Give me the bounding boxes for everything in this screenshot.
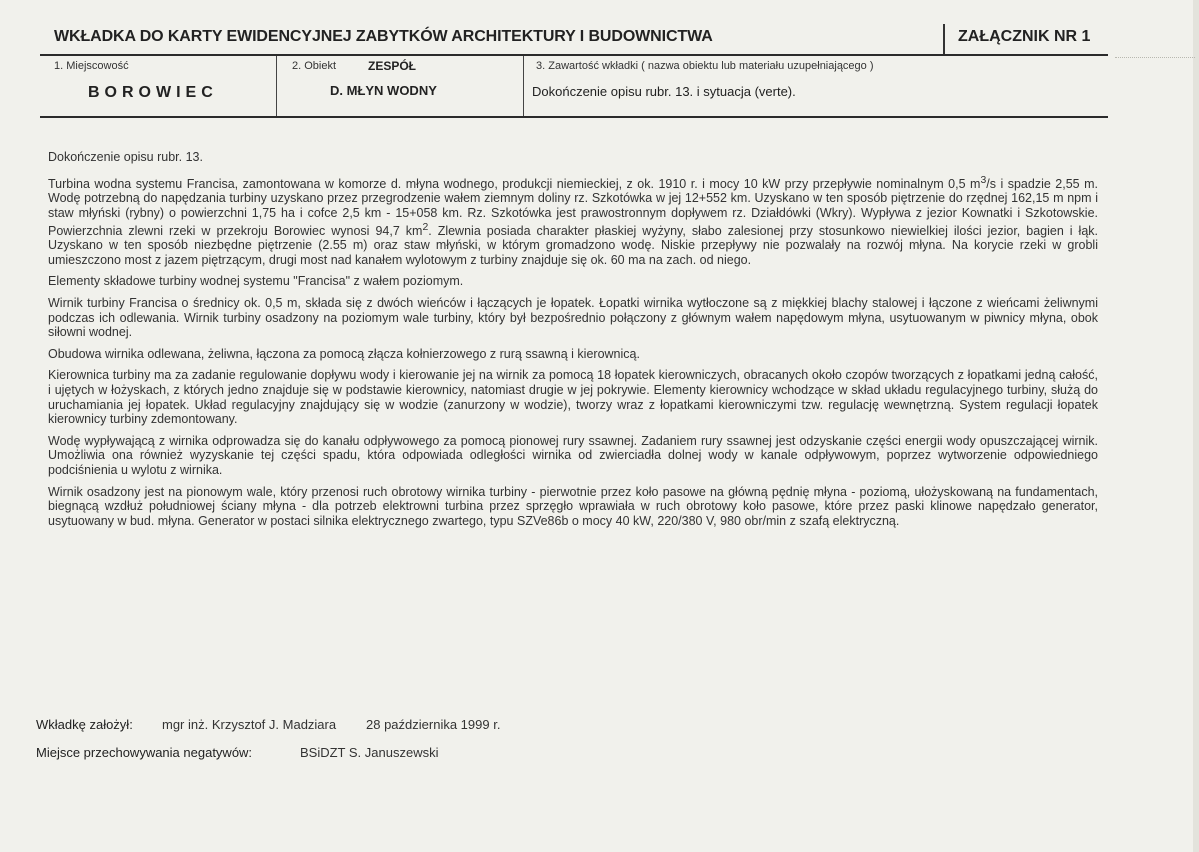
contents-value: Dokończenie opisu rubr. 13. i sytuacja (verte). — [532, 84, 796, 99]
author-row — [36, 717, 736, 745]
storage-label: Miejsce przechowywania negatywów: — [36, 745, 253, 760]
author-value: mgr inż. Krzysztof J. Madziara — [162, 717, 337, 732]
dotted-line — [1115, 57, 1195, 58]
header-rule-bottom — [40, 116, 1108, 118]
column-separator-2 — [523, 56, 524, 116]
paragraph-turbine-part-b: /s i spadzie 2,55 m. Wodę potrzebną do napędzania turbiny uzyskano przez przegrodzenie wałem ziemnym doliny rz. Szkotówka w jej 12+552 km. Uzyskano w ten sposób piętrzenie do rzędnej 162,15 m npm i staw młyński (rybny) o powierzchni 1,75 ha i cofce 2,5 km - 15+058 km. Rz. Szkotówka jest prawostronnym dopływem rz. Działdówki (Wkry). Wypływa z jezior Kownatki i Szkotowskie. Powierzchnia zlewni rzeki w przekroju Borowiec wynosi 94,7 km — [48, 176, 1098, 238]
section-heading: Dokończenie opisu rubr. 13. — [48, 150, 203, 164]
column-separator-1 — [276, 56, 277, 116]
paragraph-turbine-part-c: . Zlewnia posiada charakter płaskiej wyżyny, słabo zalesionej przy stosunkowo niewielkiej ilości jezior, bagien i łąk. Uzyskano w ten sposób niezbędne piętrzenie (2.55 m) oraz staw młyński, w którym gromadzono wodę. Niskie przepływy nie pozwalały na rozwój młyna. Na korycie rzeki w grobli umieszczono most z jazem piętrzącym, drugi most nad kanałem wylotowym z turbiny znajduje się ok. 60 ma na zach. od niego. — [48, 223, 1099, 267]
object-value-line2: D. MŁYN WODNY — [330, 83, 437, 98]
storage-row — [36, 745, 736, 773]
superscript-cubic: 3 — [980, 174, 987, 186]
card-title: WKŁADKA DO KARTY EWIDENCYJNEJ ZABYTKÓW ARCHITEKTURY I BUDOWNICTWA — [54, 28, 713, 45]
place-value: BOROWIEC — [88, 84, 218, 101]
title-row — [40, 22, 1108, 54]
card-footer — [36, 717, 736, 773]
object-label: 2. Obiekt — [292, 60, 337, 72]
paragraph-turbine — [48, 174, 1098, 268]
header-rule-top — [40, 54, 1108, 56]
paragraph-turbine-part-a: Turbina wodna systemu Francisa, zamontowana w komorze d. młyna wodnego, produkcji niemieckiej, z ok. 1910 r. i mocy 10 kW przy przepływie nominalnym 0,5 m — [48, 176, 981, 191]
paragraph-guide-vanes: Kierownica turbiny ma za zadanie regulowanie dopływu wody i kierowanie jej na wirnik za pomocą 18 łopatek kierowniczych, obracanych około czopów tworzących z łopatkami jedną całość, i ujętych w łożyskach, z których jedno znajduje się w podstawie kierownicy, natomiast drugie w jej pokrywie. Elementy kierownicy wchodzące w skład układu regulacyjnego turbiny, służą do uruchamiania jej łopatek. Układ regulacyjny znajdujący się w wodzie (zanurzony w wodzie), tworzy wraz z łopatkami kierowniczymi tzw. regulację wewnętrzną. System regulacji łopatek kierownicy turbiny zdemontowany. — [48, 368, 1098, 427]
paragraph-components: Elementy składowe turbiny wodnej systemu "Francisa" z wałem poziomym. — [48, 274, 464, 289]
paragraph-runner: Wirnik turbiny Francisa o średnicy ok. 0,5 m, składa się z dwóch wieńców i łączących je łopatek. Łopatki wirnika wytłoczone są z miękkiej blachy stalowej i łączone z wieńcami żeliwnymi podczas ich odlewania. Wirnik turbiny osadzony na poziomym wale turbiny, który był bezpośrednio połączony z głównym wałem napędowym młyna, usytuowanym w piwnicy młyna, obok siłowni wodnej. — [48, 296, 1098, 340]
contents-label: 3. Zawartość wkładki ( nazwa obiektu lub materiału uzupełniającego ) — [536, 60, 874, 72]
object-value-line1: ZESPÓŁ — [368, 59, 417, 73]
description-body — [48, 150, 1098, 535]
place-label: 1. Miejscowość — [54, 60, 129, 72]
paragraph-shaft-generator: Wirnik osadzony jest na pionowym wale, który przenosi ruch obrotowy wirnika turbiny - pierwotnie przez koło pasowe na główną pędnię młyna - poziomą, ułożyskowaną na fundamentach, biegnącą wzdłuż południowej ściany młyna - dla potrzeb elektrowni turbina przez sprzęgło wprawiała w ruch obrotowy koło pasowe, które przez paski klinowe napędzało generator, usytuowany w bud. młyna. Generator w postaci silnika elektrycznego zwartego, typu SZVe86b o mocy 40 kW, 220/380 V, 980 obr/min z szafą elektryczną. — [48, 484, 1098, 528]
author-date: 28 października 1999 r. — [366, 717, 501, 732]
paragraph-draft-tube: Wodę wypływającą z wirnika odprowadza się do kanału odpływowego za pomocą pionowej rury ssawnej. Zadaniem rury ssawnej jest odzyskanie części energii wody opuszczającej wirnik. Umożliwia ona również wyzyskanie tej części spadu, która odpowiada odległości wirnika od zwierciadła dolnej wody w kanale odpływowym, poprzez wytworzenie odpowiedniego podciśnienia u wylotu z wirnika. — [48, 433, 1098, 477]
author-label: Wkładkę założył: — [36, 717, 133, 732]
sheet-edge — [1193, 0, 1199, 852]
annex-separator — [943, 24, 945, 54]
annex-number: ZAŁĄCZNIK NR 1 — [958, 28, 1091, 45]
superscript-square: 2 — [422, 221, 429, 233]
card-header — [40, 22, 1108, 118]
paragraph-casing: Obudowa wirnika odlewana, żeliwna, łączona za pomocą złącza kołnierzowego z rurą ssawną i kierownicą. — [48, 346, 640, 361]
storage-value: BSiDZT S. Januszewski — [300, 745, 439, 760]
